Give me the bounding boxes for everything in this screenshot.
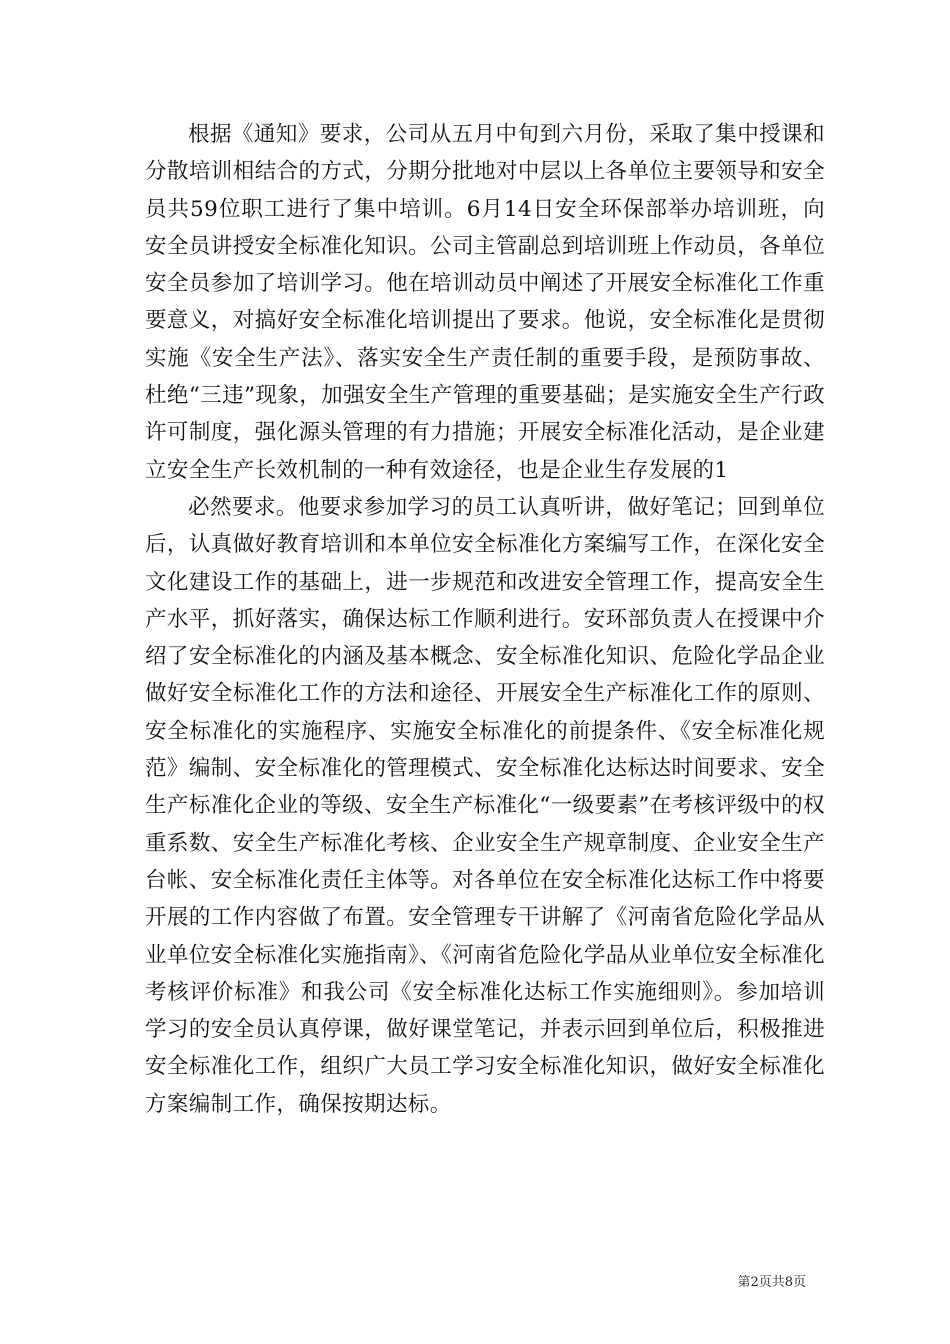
- paragraph-1: 根据《通知》要求，公司从五月中旬到六月份，采取了集中授课和分散培训相结合的方式，分期分批地对中层以上各单位主要领导和安全员共59位职工进行了集中培训。6月14日安全环保部举办培训班，向安全员讲授安全标准化知识。公司主管副总到培训班上作动员，各单位安全员参加了培训学习。他在培训动员中阐述了开展安全标准化工作重要意义，对搞好安全标准化培训提出了要求。他说，安全标准化是贯彻实施《安全生产法》、落实安全生产责任制的重要手段，是预防事故、杜绝“三违”现象，加强安全生产管理的重要基础；是实施安全生产行政许可制度，强化源头管理的有力措施；开展安全标准化活动，是企业建立安全生产长效机制的一种有效途径，也是企业生存发展的1: [145, 122, 825, 483]
- document-body: [145, 116, 825, 1123]
- page-footer: [0, 1275, 806, 1291]
- paragraph-2: 必然要求。他要求参加学习的员工认真听讲，做好笔记；回到单位后，认真做好教育培训和本单位安全标准化方案编写工作，在深化安全文化建设工作的基础上，进一步规范和改进安全管理工作，提高安全生产水平，抓好落实，确保达标工作顺利进行。安环部负责人在授课中介绍了安全标准化的内涵及基本概念、安全标准化知识、危险化学品企业做好安全标准化工作的方法和途径、开展安全生产标准化工作的原则、安全标准化的实施程序、实施安全标准化的前提条件、《安全标准化规范》编制、安全标准化的管理模式、安全标准化达标达时间要求、安全生产标准化企业的等级、安全生产标准化“一级要素”在考核评级中的权重系数、安全生产标准化考核、企业安全生产规章制度、企业安全生产台帐、安全标准化责任主体等。对各单位在安全标准化达标工作中将要开展的工作内容做了布置。安全管理专干讲解了《河南省危险化学品从业单位安全标准化实施指南》、《河南省危险化学品从业单位安全标准化考核评价标准》和我公司《安全标准化达标工作实施细则》。参加培训学习的安全员认真停课，做好课堂笔记，并表示回到单位后，积极推进安全标准化工作，组织广大员工学习安全标准化知识，做好安全标准化方案编制工作，确保按期达标。: [145, 494, 825, 1117]
- page-number-label: 第2页共8页: [737, 1275, 806, 1290]
